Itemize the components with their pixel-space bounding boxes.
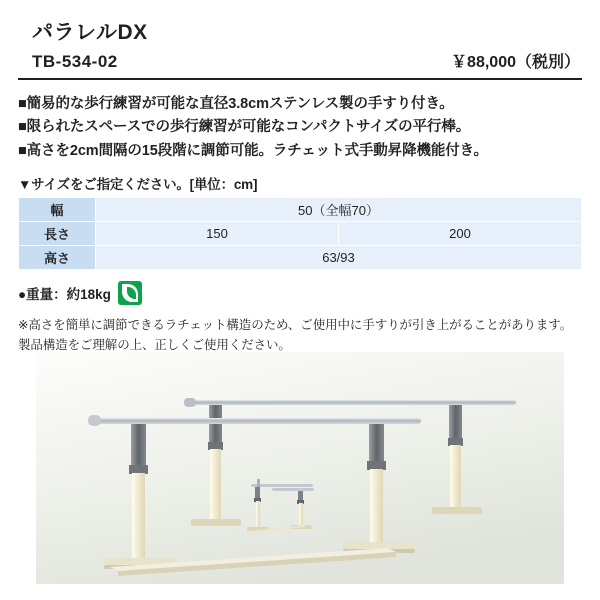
- product-price: ￥88,000（税別）: [451, 54, 580, 71]
- spec-value-width: 50（全幅70）: [96, 198, 582, 222]
- spec-value-height: 63/93: [96, 246, 582, 270]
- table-row: [19, 222, 582, 246]
- table-row: [19, 246, 582, 270]
- spec-row-header-length: 長さ: [19, 222, 96, 246]
- page-title: パラレルDX: [32, 21, 148, 44]
- caution-text: ※高さを簡単に調節できるラチェット構造のため、ご使用中に手すりが引き上がることがあります。製品構造をご理解の上、正しくご使用ください。: [18, 318, 573, 352]
- spec-value-length-200: 200: [339, 222, 582, 246]
- page-header: [18, 16, 582, 80]
- product-code: TB-534-02: [32, 52, 118, 71]
- spec-row-header-height: 高さ: [19, 246, 96, 270]
- feature-list: [18, 93, 582, 163]
- footer-spacer: [0, 586, 600, 600]
- weight-row: [18, 281, 582, 305]
- size-instruction: ▼サイズをご指定ください。[単位：cm]: [18, 177, 258, 193]
- product-photo: [36, 352, 564, 584]
- table-row: [19, 198, 582, 222]
- feature-item: ■限られたスペースでの歩行練習が可能なコンパクトサイズの平行棒。: [18, 119, 471, 136]
- spec-row-header-width: 幅: [19, 198, 96, 222]
- product-photo-illustration: [36, 352, 564, 584]
- weight-label: ●重量：約18kg: [18, 287, 111, 303]
- code-price-row: [32, 49, 582, 72]
- spec-value-length-150: 150: [96, 222, 339, 246]
- spec-table: [18, 197, 582, 270]
- eco-leaf-icon: [118, 281, 142, 305]
- feature-item: ■高さを2cm間隔の15段階に調節可能。ラチェット式手動昇降機能付き。: [18, 142, 488, 159]
- feature-item: ■簡易的な歩行練習が可能な直径3.8cmステンレス製の手すり付き。: [18, 96, 454, 112]
